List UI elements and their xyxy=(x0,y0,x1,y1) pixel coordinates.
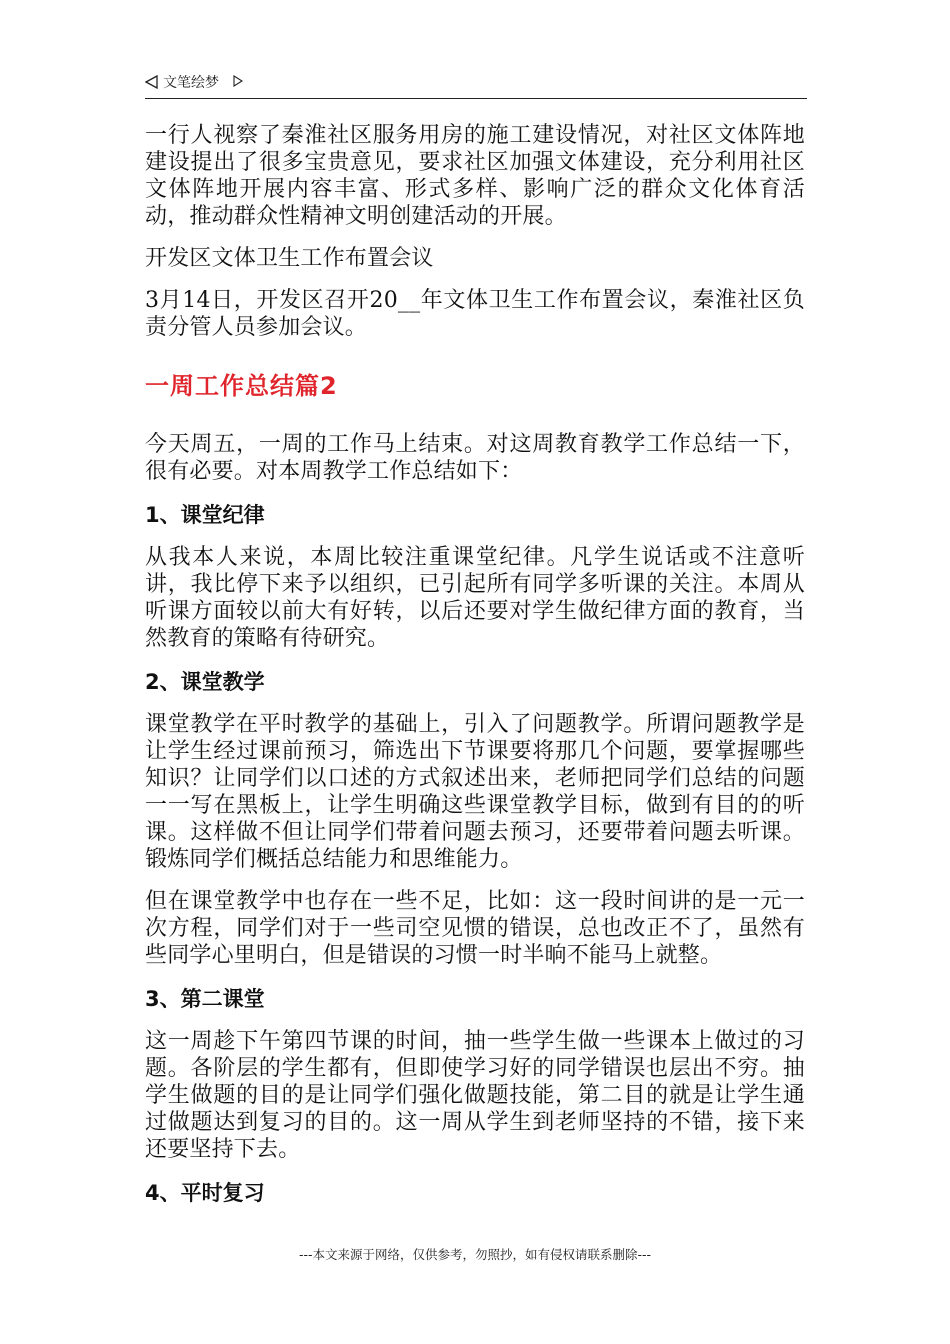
page-header xyxy=(145,72,807,99)
paragraph: 3月14日，开发区召开20__年文体卫生工作布置会议，秦淮社区负责分管人员参加会议。 xyxy=(145,288,805,340)
sub-heading: 2、课堂教学 xyxy=(145,670,265,694)
sub-heading: 4、平时复习 xyxy=(145,1181,265,1205)
document-body xyxy=(145,122,805,1222)
paragraph: 这一周趁下午第四节课的时间，抽一些学生做一些课本上做过的习题。各阶层的学生都有，但即使学习好的同学错误也层出不穷。抽学生做题的目的是让同学们强化做题技能，第二目的就是让学生通过做题达到复习的目的。这一周从学生到老师坚持的不错，接下来还要坚持下去。 xyxy=(145,1029,805,1162)
section-title: 一周工作总结篇2 xyxy=(145,372,338,400)
sub-heading: 1、课堂纪律 xyxy=(145,503,265,527)
triangle-right-icon xyxy=(233,75,243,87)
page-footer: ---本文来源于网络，仅供参考，勿照抄，如有侵权请联系删除--- xyxy=(298,1247,652,1262)
paragraph: 开发区文体卫生工作布置会议 xyxy=(145,246,434,271)
paragraph: 今天周五，一周的工作马上结束。对这周教育教学工作总结一下，很有必要。对本周教学工作总结如下： xyxy=(145,432,805,484)
sub-heading: 3、第二课堂 xyxy=(145,987,265,1011)
paragraph: 课堂教学在平时教学的基础上，引入了问题教学。所谓问题教学是让学生经过课前预习，筛选出下节课要将那几个问题，要掌握哪些知识？让同学们以口述的方式叙述出来，老师把同学们总结的问题一一写在黑板上，让学生明确这些课堂教学目标，做到有目的的听课。这样做不但让同学们带着问题去预习，还要带着问题去听课。锻炼同学们概括总结能力和思维能力。 xyxy=(145,712,805,872)
paragraph: 从我本人来说，本周比较注重课堂纪律。凡学生说话或不注意听讲，我比停下来予以组织，已引起所有同学多听课的关注。本周从听课方面较以前大有好转，以后还要对学生做纪律方面的教育，当然教育的策略有待研究。 xyxy=(145,545,805,651)
paragraph: 但在课堂教学中也存在一些不足，比如：这一段时间讲的是一元一次方程，同学们对于一些司空见惯的错误，总也改正不了，虽然有些同学心里明白，但是错误的习惯一时半晌不能马上就整。 xyxy=(145,889,805,968)
paragraph: 一行人视察了秦淮社区服务用房的施工建设情况，对社区文体阵地建设提出了很多宝贵意见，要求社区加强文体建设，充分利用社区文体阵地开展内容丰富、形式多样、影响广泛的群众文化体育活动，推动群众性精神文明创建活动的开展。 xyxy=(145,123,805,229)
triangle-left-icon xyxy=(145,75,159,89)
header-brand: 文笔绘梦 xyxy=(163,75,219,91)
